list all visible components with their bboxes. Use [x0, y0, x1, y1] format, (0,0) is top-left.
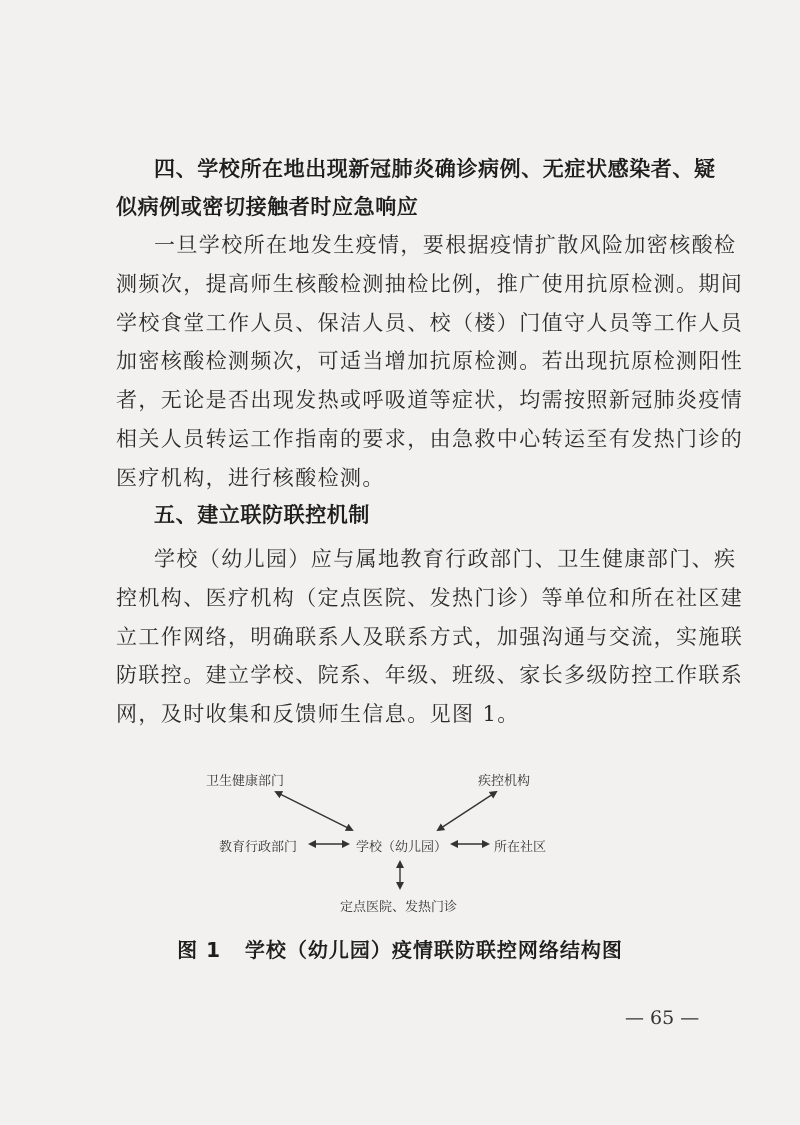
paragraph-line: 相关人员转运工作指南的要求，由急救中心转运至有发热门诊的 [116, 426, 744, 451]
paragraph-line: 加密核酸检测频次，可适当增加抗原检测。若出现抗原检测阳性 [116, 349, 744, 374]
section-4-heading-line: 似病例或密切接触者时应急响应 [116, 195, 419, 219]
node-disease-control: 疾控机构 [478, 774, 531, 789]
network-diagram [0, 750, 800, 920]
paragraph-line: 测频次，提高师生核酸检测抽检比例，推广使用抗原检测。期间 [116, 271, 744, 296]
paragraph-line: 学校（幼儿园）应与属地教育行政部门、卫生健康部门、疾 [154, 547, 737, 571]
node-school-center: 学校（幼儿园） [356, 840, 448, 855]
node-community: 所在社区 [494, 840, 547, 855]
arrow-cdc-school [438, 792, 496, 830]
paragraph-line: 控机构、医疗机构（定点医院、发热门诊）等单位和所在社区建 [116, 585, 744, 610]
section-4-paragraph [116, 226, 744, 498]
section-4-heading [116, 150, 716, 226]
arrow-health-school [276, 792, 352, 830]
node-education-department: 教育行政部门 [219, 840, 298, 855]
section-5-paragraph [116, 540, 744, 734]
node-hospitals: 定点医院、发热门诊 [340, 900, 458, 915]
section-5-heading: 五、建立联防联控机制 [154, 503, 370, 527]
section-4-heading-line: 四、学校所在地出现新冠肺炎确诊病例、无症状感染者、疑 [154, 157, 716, 181]
paragraph-line: 一旦学校所在地发生疫情，要根据疫情扩散风险加密核酸检 [154, 233, 737, 257]
page-number: — 65 — [625, 1007, 700, 1029]
paragraph-line: 者，无论是否出现发热或呼吸道等症状，均需按照新冠肺炎疫情 [116, 388, 744, 413]
paragraph-line: 学校食堂工作人员、保洁人员、校（楼）门值守人员等工作人员 [116, 310, 744, 335]
node-health-department: 卫生健康部门 [206, 774, 285, 789]
diagram-arrows [0, 750, 800, 920]
figure-caption-text: 学校（幼儿园）疫情联防联控网络结构图 [244, 938, 623, 962]
paragraph-line: 网，及时收集和反馈师生信息。见图 1。 [116, 702, 520, 727]
paragraph-line: 医疗机构，进行核酸检测。 [116, 465, 385, 490]
paragraph-line: 防联控。建立学校、院系、年级、班级、家长多级防控工作联系 [116, 663, 744, 688]
figure-caption [0, 934, 800, 963]
figure-number: 图 1 [177, 938, 221, 962]
paragraph-line: 立工作网络，明确联系人及联系方式，加强沟通与交流，实施联 [116, 624, 744, 649]
